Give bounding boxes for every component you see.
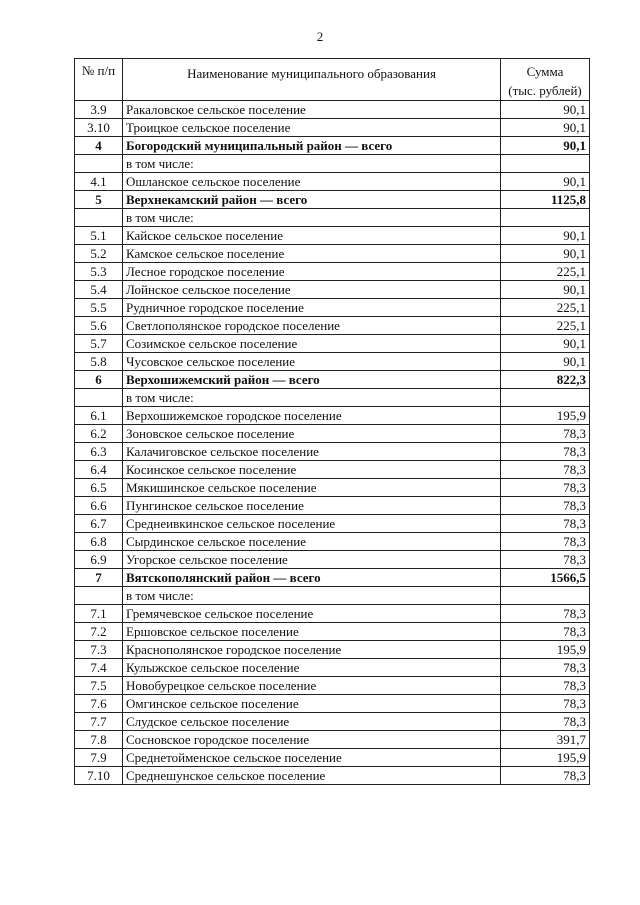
row-sum-cell: 1566,5	[501, 569, 590, 587]
row-name-cell: в том числе:	[123, 587, 501, 605]
table-row	[75, 713, 590, 731]
row-sum-cell: 225,1	[501, 263, 590, 281]
header-row	[75, 59, 590, 101]
row-name-cell: Верхнекамский район — всего	[123, 191, 501, 209]
row-sum-cell: 78,3	[501, 623, 590, 641]
row-sum-cell: 78,3	[501, 605, 590, 623]
row-sum-cell	[501, 587, 590, 605]
row-name-cell: Чусовское сельское поселение	[123, 353, 501, 371]
row-sum-cell: 78,3	[501, 659, 590, 677]
district-total-row	[75, 371, 590, 389]
header-sum-unit: (тыс. рублей)	[508, 83, 582, 98]
row-name-cell: Новобурецкое сельское поселение	[123, 677, 501, 695]
row-sum-cell: 90,1	[501, 281, 590, 299]
row-sum-cell: 90,1	[501, 353, 590, 371]
row-name-cell: Верхошижемский район — всего	[123, 371, 501, 389]
table-row	[75, 677, 590, 695]
row-number-cell: 7.10	[75, 767, 123, 785]
table-row	[75, 299, 590, 317]
table-row	[75, 443, 590, 461]
table-row	[75, 479, 590, 497]
row-sum-cell: 78,3	[501, 677, 590, 695]
row-name-cell: Краснополянское городское поселение	[123, 641, 501, 659]
row-name-cell: Камское сельское поселение	[123, 245, 501, 263]
including-row	[75, 155, 590, 173]
row-number-cell: 7.8	[75, 731, 123, 749]
row-number-cell: 6.3	[75, 443, 123, 461]
row-sum-cell	[501, 209, 590, 227]
table-row	[75, 731, 590, 749]
row-name-cell: Среднешунское сельское поселение	[123, 767, 501, 785]
row-number-cell: 5.4	[75, 281, 123, 299]
table-row	[75, 263, 590, 281]
row-name-cell: Косинское сельское поселение	[123, 461, 501, 479]
table-row	[75, 119, 590, 137]
table-header	[75, 59, 590, 101]
row-sum-cell: 78,3	[501, 767, 590, 785]
header-sum-title: Сумма	[526, 64, 564, 79]
table-row	[75, 101, 590, 119]
row-number-cell: 6.2	[75, 425, 123, 443]
row-sum-cell: 90,1	[501, 119, 590, 137]
row-number-cell: 4	[75, 137, 123, 155]
row-name-cell: Богородский муниципальный район — всего	[123, 137, 501, 155]
table-row	[75, 335, 590, 353]
row-sum-cell: 195,9	[501, 749, 590, 767]
row-sum-cell: 90,1	[501, 227, 590, 245]
row-sum-cell: 90,1	[501, 137, 590, 155]
row-name-cell: Среднеивкинское сельское поселение	[123, 515, 501, 533]
row-name-cell: Рудничное городское поселение	[123, 299, 501, 317]
row-name-cell: Мякишинское сельское поселение	[123, 479, 501, 497]
including-row	[75, 209, 590, 227]
table-row	[75, 641, 590, 659]
row-sum-cell: 391,7	[501, 731, 590, 749]
table-row	[75, 497, 590, 515]
row-number-cell: 5.1	[75, 227, 123, 245]
table-row	[75, 227, 590, 245]
row-number-cell: 4.1	[75, 173, 123, 191]
row-name-cell: Сосновское городское поселение	[123, 731, 501, 749]
row-name-cell: Светлополянское городское поселение	[123, 317, 501, 335]
including-row	[75, 389, 590, 407]
row-sum-cell: 78,3	[501, 479, 590, 497]
row-sum-cell: 78,3	[501, 695, 590, 713]
row-number-cell: 6.1	[75, 407, 123, 425]
row-sum-cell: 90,1	[501, 101, 590, 119]
row-sum-cell: 90,1	[501, 245, 590, 263]
table-row	[75, 623, 590, 641]
row-number-cell: 7.5	[75, 677, 123, 695]
row-sum-cell: 822,3	[501, 371, 590, 389]
table-row	[75, 533, 590, 551]
header-sum	[501, 59, 590, 101]
table-row	[75, 767, 590, 785]
row-name-cell: Гремячевское сельское поселение	[123, 605, 501, 623]
row-number-cell: 3.10	[75, 119, 123, 137]
allocation-table	[74, 58, 590, 785]
row-name-cell: Троицкое сельское поселение	[123, 119, 501, 137]
row-number-cell: 7.1	[75, 605, 123, 623]
row-number-cell: 7.2	[75, 623, 123, 641]
row-name-cell: Угорское сельское поселение	[123, 551, 501, 569]
including-row	[75, 587, 590, 605]
table-row	[75, 695, 590, 713]
table-row	[75, 551, 590, 569]
row-number-cell: 5.3	[75, 263, 123, 281]
row-number-cell: 7.6	[75, 695, 123, 713]
row-number-cell: 7.4	[75, 659, 123, 677]
row-name-cell: Сырдинское сельское поселение	[123, 533, 501, 551]
row-number-cell: 3.9	[75, 101, 123, 119]
table-row	[75, 353, 590, 371]
district-total-row	[75, 569, 590, 587]
row-name-cell: в том числе:	[123, 209, 501, 227]
row-number-cell: 7	[75, 569, 123, 587]
row-sum-cell: 90,1	[501, 173, 590, 191]
row-sum-cell: 78,3	[501, 497, 590, 515]
row-number-cell: 5	[75, 191, 123, 209]
district-total-row	[75, 137, 590, 155]
row-number-cell: 6.9	[75, 551, 123, 569]
row-name-cell: Кулыжское сельское поселение	[123, 659, 501, 677]
row-name-cell: Кайское сельское поселение	[123, 227, 501, 245]
row-sum-cell: 1125,8	[501, 191, 590, 209]
row-sum-cell: 225,1	[501, 299, 590, 317]
row-number-cell	[75, 389, 123, 407]
row-number-cell: 5.6	[75, 317, 123, 335]
table-body	[75, 101, 590, 785]
table-row	[75, 407, 590, 425]
row-number-cell	[75, 155, 123, 173]
row-name-cell: Слудское сельское поселение	[123, 713, 501, 731]
row-number-cell: 5.8	[75, 353, 123, 371]
row-sum-cell: 195,9	[501, 407, 590, 425]
row-name-cell: Зоновское сельское поселение	[123, 425, 501, 443]
header-number: № п/п	[75, 59, 123, 101]
row-name-cell: в том числе:	[123, 155, 501, 173]
row-sum-cell: 90,1	[501, 335, 590, 353]
row-name-cell: Пунгинское сельское поселение	[123, 497, 501, 515]
row-number-cell: 6.5	[75, 479, 123, 497]
row-number-cell: 7.7	[75, 713, 123, 731]
row-number-cell: 5.2	[75, 245, 123, 263]
row-number-cell: 6.8	[75, 533, 123, 551]
row-number-cell	[75, 587, 123, 605]
row-name-cell: Ракаловское сельское поселение	[123, 101, 501, 119]
table-row	[75, 317, 590, 335]
row-number-cell: 7.9	[75, 749, 123, 767]
row-name-cell: Вятскополянский район — всего	[123, 569, 501, 587]
row-number-cell: 7.3	[75, 641, 123, 659]
row-name-cell: Ершовское сельское поселение	[123, 623, 501, 641]
row-sum-cell: 78,3	[501, 713, 590, 731]
row-sum-cell: 78,3	[501, 425, 590, 443]
row-number-cell: 6	[75, 371, 123, 389]
row-number-cell: 5.5	[75, 299, 123, 317]
row-number-cell: 6.6	[75, 497, 123, 515]
table-row	[75, 461, 590, 479]
row-name-cell: Омгинское сельское поселение	[123, 695, 501, 713]
row-name-cell: Среднетойменское сельское поселение	[123, 749, 501, 767]
row-sum-cell: 78,3	[501, 533, 590, 551]
row-number-cell: 6.7	[75, 515, 123, 533]
table-row	[75, 281, 590, 299]
row-sum-cell: 78,3	[501, 461, 590, 479]
row-name-cell: Верхошижемское городское поселение	[123, 407, 501, 425]
header-name: Наименование муниципального образования	[123, 59, 501, 101]
page-number: 2	[316, 29, 324, 44]
table-row	[75, 749, 590, 767]
row-number-cell	[75, 209, 123, 227]
row-sum-cell	[501, 389, 590, 407]
district-total-row	[75, 191, 590, 209]
row-sum-cell: 78,3	[501, 551, 590, 569]
table-row	[75, 173, 590, 191]
row-name-cell: Ошланское сельское поселение	[123, 173, 501, 191]
row-sum-cell: 195,9	[501, 641, 590, 659]
row-name-cell: в том числе:	[123, 389, 501, 407]
table-row	[75, 245, 590, 263]
row-name-cell: Калачиговское сельское поселение	[123, 443, 501, 461]
row-number-cell: 5.7	[75, 335, 123, 353]
row-name-cell: Созимское сельское поселение	[123, 335, 501, 353]
row-name-cell: Лойнское сельское поселение	[123, 281, 501, 299]
row-sum-cell: 78,3	[501, 443, 590, 461]
table-row	[75, 515, 590, 533]
row-name-cell: Лесное городское поселение	[123, 263, 501, 281]
row-sum-cell: 78,3	[501, 515, 590, 533]
row-sum-cell: 225,1	[501, 317, 590, 335]
row-number-cell: 6.4	[75, 461, 123, 479]
table-row	[75, 605, 590, 623]
table-row	[75, 659, 590, 677]
table-row	[75, 425, 590, 443]
row-sum-cell	[501, 155, 590, 173]
